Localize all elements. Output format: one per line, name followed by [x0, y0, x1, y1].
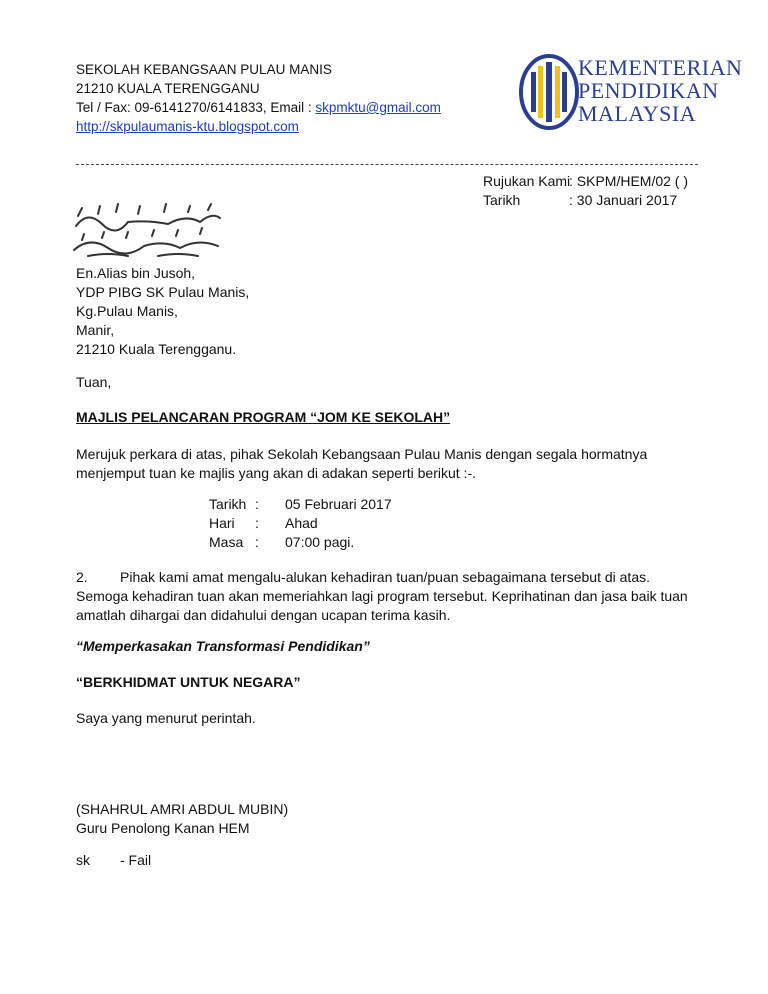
ministry-emblem-icon: [518, 52, 580, 132]
event-date-value: 05 Februari 2017: [285, 496, 392, 512]
intro-paragraph: Merujuk perkara di atas, pihak Sekolah Kebangsaan Pulau Manis dengan segala hormatnya menjemput tuan ke majlis yang akan di adakan seperti berikut :-.: [76, 446, 648, 481]
recipient-address-1: Kg.Pulau Manis,: [76, 303, 178, 319]
event-time-label: Masa: [209, 534, 244, 550]
salutation: Tuan,: [76, 374, 112, 390]
signatory-name: (SHAHRUL AMRI ABDUL MUBIN): [76, 801, 289, 817]
cc-label: sk: [76, 852, 90, 868]
reference-label: Rujukan Kami: [483, 173, 571, 189]
cc-value: - Fail: [120, 852, 152, 868]
event-day-separator: :: [255, 515, 259, 531]
event-time-row: [209, 533, 354, 552]
recipient-address-3: 21210 Kuala Terengganu.: [76, 341, 237, 357]
header-divider: [76, 164, 698, 165]
motto: “Memperkasakan Transformasi Pendidikan”: [76, 638, 370, 654]
paragraph-2-text: Pihak kami amat mengalu-alukan kehadiran tuan/puan sebagaimana tersebut di atas. Semoga kehadiran tuan akan memeriahkan lagi program tersebut. Keprihatinan dan jasa baik tuan amatlah dihargai dan didahului dengan ucapan terima kasih.: [76, 569, 688, 623]
event-day-row: [209, 514, 318, 533]
signatory-title: Guru Penolong Kanan HEM: [76, 820, 250, 836]
website-line: [76, 117, 299, 136]
cc-line: [76, 851, 151, 870]
contact-label: Tel / Fax: 09-6141270/6141833, Email :: [76, 100, 316, 115]
event-date-row: [209, 495, 392, 514]
letter-date-row: [483, 192, 677, 208]
paragraph-2: [76, 568, 706, 625]
website-link[interactable]: http://skpulaumanis-ktu.blogspot.com: [76, 119, 299, 134]
reference-value: : SKPM/HEM/02 ( ): [569, 173, 689, 189]
slogan: “BERKHIDMAT UNTUK NEGARA”: [76, 674, 301, 690]
event-date-label: Tarikh: [209, 496, 247, 512]
school-postcode-city: 21210 KUALA TERENGGANU: [76, 81, 260, 96]
school-contact: [76, 98, 441, 117]
event-time-value: 07:00 pagi.: [285, 534, 355, 550]
letter-subject: MAJLIS PELANCARAN PROGRAM “JOM KE SEKOLAH”: [76, 409, 451, 425]
email-link[interactable]: skpmktu@gmail.com: [315, 100, 441, 115]
bismillah-calligraphy-icon: [68, 200, 228, 262]
recipient-address-2: Manir,: [76, 322, 115, 338]
event-day-label: Hari: [209, 515, 235, 531]
recipient-name: En.Alias bin Jusoh,: [76, 265, 196, 281]
letter-date-value: : 30 Januari 2017: [569, 192, 678, 208]
event-day-value: Ahad: [285, 515, 318, 531]
logo-line-1: KEMENTERIAN: [578, 55, 743, 80]
recipient-position: YDP PIBG SK Pulau Manis,: [76, 284, 250, 300]
event-time-separator: :: [255, 534, 259, 550]
closing-line: Saya yang menurut perintah.: [76, 710, 256, 726]
letter-date-label: Tarikh: [483, 192, 521, 208]
reference-row: [483, 173, 688, 189]
ministry-logo: [518, 52, 743, 132]
school-name: SEKOLAH KEBANGSAAN PULAU MANIS: [76, 62, 332, 77]
paragraph-2-number: 2.: [76, 569, 88, 585]
event-date-separator: :: [255, 496, 259, 512]
logo-line-2: PENDIDIKAN: [578, 78, 719, 103]
logo-line-3: MALAYSIA: [578, 101, 697, 126]
